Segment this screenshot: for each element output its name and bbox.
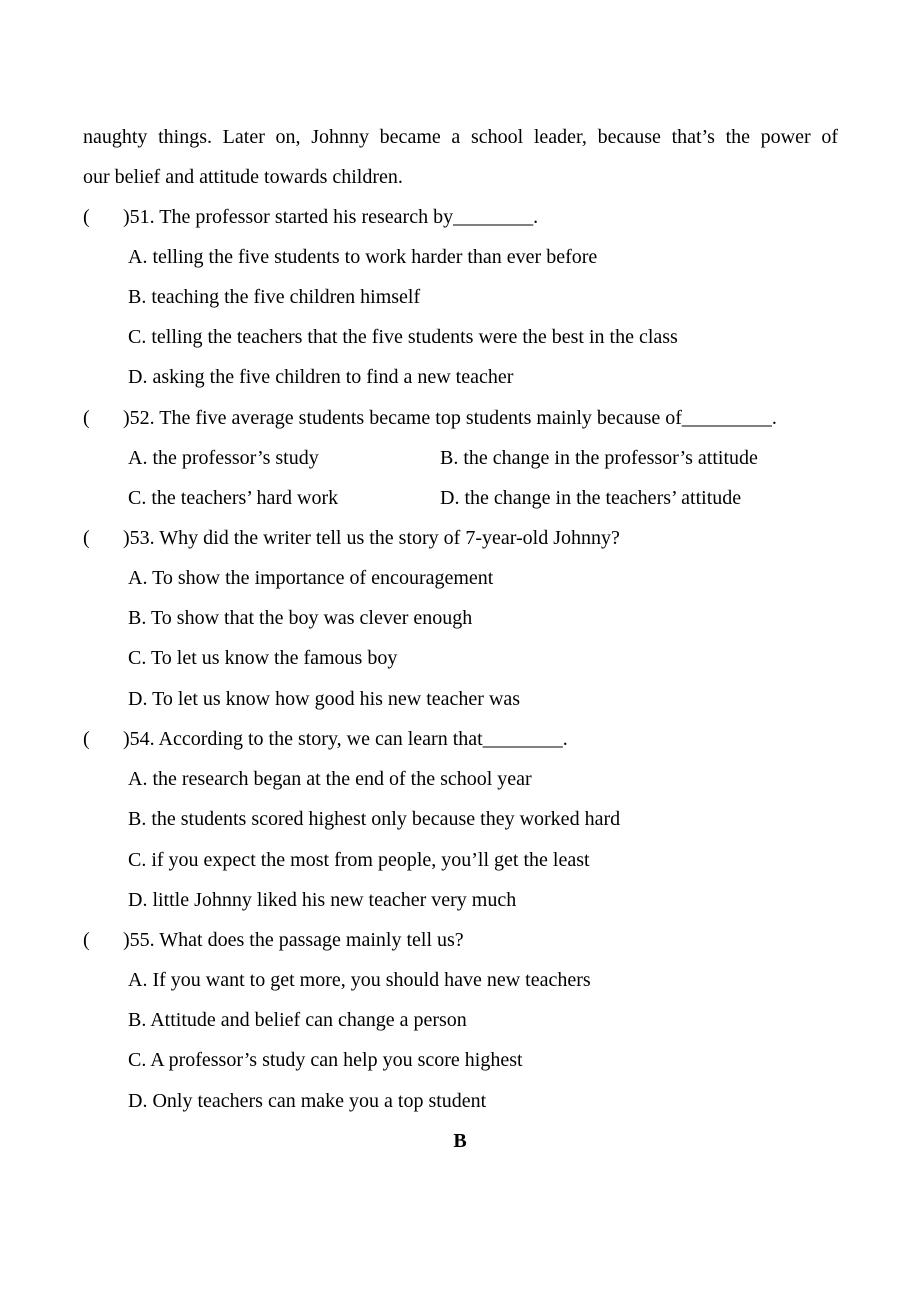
section-heading: B <box>453 1130 467 1152</box>
question-text: )55. What does the passage mainly tell us? <box>123 929 464 951</box>
option-d: D. little Johnny liked his new teacher very much <box>128 889 517 911</box>
answer-blank[interactable]: ( <box>83 527 90 549</box>
option-d: D. Only teachers can make you a top student <box>128 1090 487 1112</box>
answer-blank[interactable]: ( <box>83 929 90 951</box>
passage-line: our belief and attitude towards children. <box>83 166 403 188</box>
option-d: D. To let us know how good his new teacher was <box>128 688 521 710</box>
answer-blank[interactable]: ( <box>83 206 90 228</box>
option-c: C. the teachers’ hard work <box>128 487 339 509</box>
question-stem <box>83 727 568 751</box>
option-c: C. if you expect the most from people, you’ll get the least <box>128 849 590 871</box>
question-text: )53. Why did the writer tell us the story of 7-year-old Johnny? <box>123 527 620 549</box>
option-a: A. the professor’s study <box>128 447 319 469</box>
option-b: B. the students scored highest only because they worked hard <box>128 808 621 830</box>
option-b: B. teaching the five children himself <box>128 286 421 308</box>
option-b: B. Attitude and belief can change a person <box>128 1009 467 1031</box>
option-a: A. telling the five students to work harder than ever before <box>128 246 598 268</box>
question-stem <box>83 928 464 952</box>
option-b: B. To show that the boy was clever enough <box>128 607 473 629</box>
option-c: C. telling the teachers that the five students were the best in the class <box>128 326 678 348</box>
question-stem <box>83 205 538 229</box>
option-c: C. To let us know the famous boy <box>128 647 398 669</box>
option-a: A. To show the importance of encouragement <box>128 567 494 589</box>
answer-blank[interactable]: ( <box>83 407 90 429</box>
question-text: )54. According to the story, we can learn that________. <box>123 728 568 750</box>
option-a: A. the research began at the end of the school year <box>128 768 532 790</box>
answer-blank[interactable]: ( <box>83 728 90 750</box>
question-text: )51. The professor started his research by________. <box>123 206 539 228</box>
option-a: A. If you want to get more, you should have new teachers <box>128 969 591 991</box>
question-stem <box>83 526 620 550</box>
question-text: )52. The five average students became top students mainly because of_________. <box>123 407 777 429</box>
option-c: C. A professor’s study can help you score highest <box>128 1049 523 1071</box>
option-b: B. the change in the professor’s attitude <box>440 447 758 469</box>
question-stem <box>83 406 777 430</box>
option-d: D. asking the five children to find a new teacher <box>128 366 514 388</box>
passage-line: naughty things. Later on, Johnny became a school leader, because that’s the power of <box>83 126 838 148</box>
option-d: D. the change in the teachers’ attitude <box>440 487 742 509</box>
